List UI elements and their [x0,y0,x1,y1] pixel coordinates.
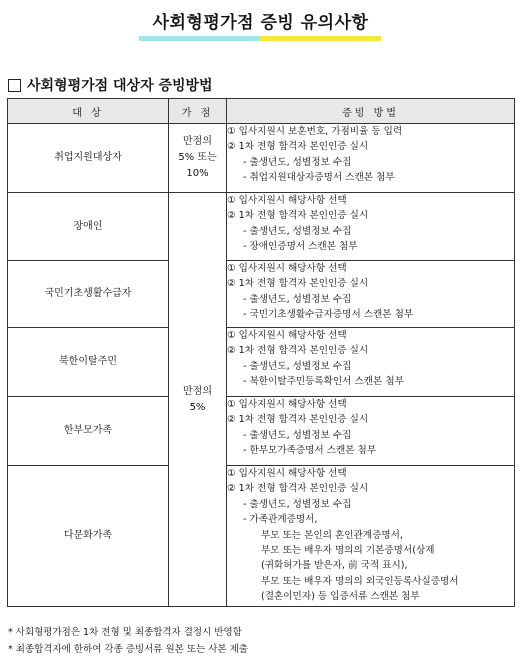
table-header-row [8,99,515,124]
table-body [8,124,515,607]
method-line: ① 입사지원시 해당사항 선택 [227,399,347,410]
table-row [8,466,515,607]
method-cell [227,397,515,466]
section-heading-text: 사회형평가점 대상자 증빙방법 [27,78,213,94]
method-line: - 출생년도, 성별정보 수집 [243,225,352,237]
method-line: - 취업지원대상자증명서 스캔본 첨부 [243,172,395,184]
footnote-1: * 사회형평가점은 1차 전형 및 최종합격자 결정시 반영함 [8,627,242,638]
method-line: - 북한이탈주민등록확인서 스캔본 첨부 [243,376,404,388]
method-line: ② 1차 전형 합격자 본인인증 실시 [227,483,369,495]
method-line: 부모 또는 본인의 혼인관계증명서, [261,529,403,541]
header-method: 증빙 방법 [227,99,515,124]
method-line: - 출생년도, 성별정보 수집 [243,156,352,168]
method-line: - 출생년도, 성별정보 수집 [243,360,352,372]
method-line: 부모 또는 배우자 명의의 기본증명서(상제 [261,545,435,557]
title-block [0,8,521,40]
points-cell [169,124,227,193]
method-line: ① 입사지원시 보훈번호, 가점비율 등 입력 [227,126,403,137]
title-underline-yellow [260,36,381,41]
method-cell [227,193,515,261]
method-line: - 장애인증명서 스캔본 첨부 [243,241,358,253]
points-line: 5% 또는 10% [178,152,217,179]
evidence-table [7,98,515,607]
method-line: - 출생년도, 성별정보 수집 [243,498,352,510]
target-cell: 취업지원대상자 [8,124,169,193]
method-line: - 국민기초생활수급자증명서 스캔본 첨부 [243,309,414,321]
points-line: 5% [189,401,206,413]
method-line: ① 입사지원시 해당사항 선택 [227,468,347,479]
section-heading [8,75,213,95]
target-cell: 국민기초생활수급자 [8,261,169,328]
title-underline [139,36,381,41]
footnotes [8,624,248,658]
method-line: - 출생년도, 성별정보 수집 [243,429,352,441]
method-cell [227,124,515,193]
method-line: - 가족관계증명서, [243,514,318,526]
page-title: 사회형평가점 증빙 유의사항 [152,13,369,33]
points-line: 만점의 [183,136,212,147]
method-line: ① 입사지원시 해당사항 선택 [227,330,347,341]
method-cell [227,328,515,397]
table-row [8,328,515,397]
points-line: 만점의 [183,385,212,397]
method-line: ② 1차 전형 합격자 본인인증 실시 [227,345,369,357]
method-line: (귀화허가를 받은자, 前 국적 표시), [261,560,408,572]
footnote-2: * 최종합격자에 한하여 각종 증빙서류 원본 또는 사본 제출 [8,644,248,655]
method-cell [227,261,515,328]
method-cell [227,466,515,607]
target-cell: 장애인 [8,193,169,261]
target-cell: 다문화가족 [8,466,169,607]
table-row [8,261,515,328]
target-cell: 북한이탈주민 [8,328,169,397]
points-cell [169,193,227,607]
table-row [8,124,515,193]
method-line: (결혼이민자) 등 입증서류 스캔본 첨부 [261,591,420,603]
header-points: 가 점 [169,99,227,124]
method-line: ① 입사지원시 해당사항 선택 [227,195,347,206]
method-line: - 출생년도, 성별정보 수집 [243,293,352,305]
method-line: ② 1차 전형 합격자 본인인증 실시 [227,210,369,222]
method-line: ② 1차 전형 합격자 본인인증 실시 [227,141,369,153]
method-line: ① 입사지원시 해당사항 선택 [227,263,347,274]
header-target: 대 상 [8,99,169,124]
method-line: 부모 또는 배우자 명의의 외국인등록사실증명서 [261,575,459,587]
method-line: - 한부모가족증명서 스캔본 첨부 [243,445,377,457]
method-line: ② 1차 전형 합격자 본인인증 실시 [227,414,369,426]
checkbox-square-icon [8,79,21,92]
method-line: ② 1차 전형 합격자 본인인증 실시 [227,278,369,290]
table-row [8,397,515,466]
target-cell: 한부모가족 [8,397,169,466]
table-row [8,193,515,261]
title-underline-cyan [139,36,260,41]
